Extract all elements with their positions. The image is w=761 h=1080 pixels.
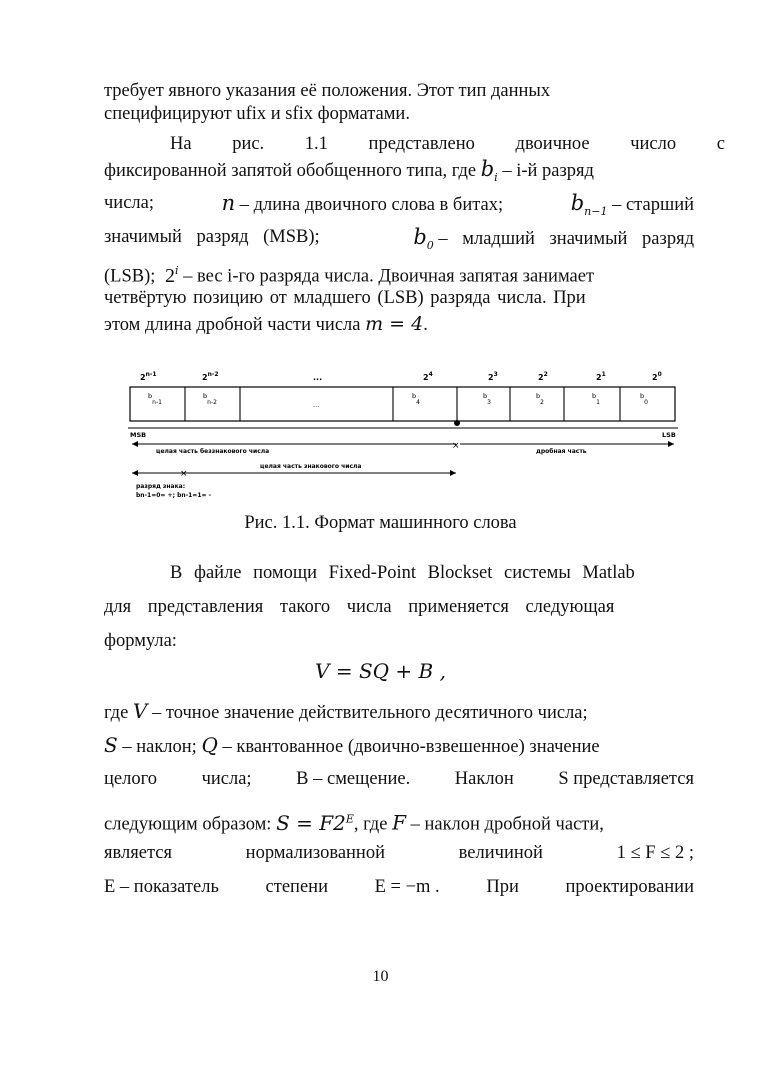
machine-word-diagram (118, 362, 688, 512)
text: следующим образом: (104, 814, 272, 835)
text-line: числа; n – длина двоичного слова в битах; $b_{n-1}$ – старший (104, 192, 694, 223)
text: – старший (612, 195, 694, 215)
sign-rule-label: bn-1=0= +; bn-1=1= - (136, 492, 212, 499)
bit-weight-label: 2$^{n-1}$ (140, 371, 157, 382)
unsigned-int-label: целая часть беззнакового числа (156, 448, 270, 455)
text-line (104, 596, 694, 618)
text: проектировании (565, 877, 694, 897)
bit-weight-label: $2^3$ (488, 371, 498, 382)
bit-weight-label: $2^1$ (596, 371, 606, 382)
text: для представления такого числа применяется следующая (104, 597, 615, 617)
text: На рис. 1.1 представлено двоичное число с (170, 134, 725, 154)
text: числа; (104, 193, 154, 213)
text: степени (265, 877, 328, 897)
text-line: специфицируют ufix и sfix форматами. (104, 104, 410, 124)
text: целого (104, 769, 157, 789)
bit-cell-label: ... (313, 401, 320, 409)
text: этом длина дробной части числа (104, 315, 361, 335)
text: является (104, 843, 172, 863)
text: – вес i-го разряда числа. Двоичная запятая занимает (183, 266, 595, 287)
text-line: (LSB); 2$^i$ – вес i-го разряда числа. Двоичная запятая занимает (104, 264, 595, 287)
text-line: этом длина дробной части числа m = 4. (104, 313, 428, 335)
svg-text:×: × (180, 469, 188, 479)
signed-int-label: целая часть знакового числа (260, 463, 362, 470)
text: – наклон; (122, 737, 197, 757)
lsb-label: LSB (662, 431, 676, 439)
text: Наклон (454, 769, 514, 789)
text: значимый разряд (MSB); (104, 227, 320, 247)
text-line: S – наклон; Q – квантованное (двоично-взвешенное) значение (104, 733, 600, 757)
text: В файле помощи Fixed-Point Blockset системы Matlab (170, 563, 635, 583)
bit-cell-label: b2 (536, 392, 544, 406)
binary-point (454, 420, 460, 426)
text-line (104, 768, 694, 790)
math: V = SQ + B , (315, 659, 446, 683)
text-line: формула: (104, 631, 177, 651)
bit-cell-label: b1 (592, 392, 600, 406)
fraction-label: дробная часть (536, 448, 587, 455)
text-line (104, 842, 694, 864)
text: – длина двоичного слова в битах; (239, 195, 504, 215)
figure-caption: Рис. 1.1. Формат машинного слова (244, 513, 517, 533)
bit-weight-label: 2$^{n-2}$ (202, 371, 219, 382)
formula (0, 660, 761, 684)
text: S представляется (558, 769, 694, 789)
bit-cell-label: b4 (412, 392, 420, 406)
text: 1 ≤ F ≤ 2 ; (616, 843, 694, 863)
text: – квантованное (двоично-взвешенное) значение (222, 737, 600, 757)
text: величиной (458, 843, 543, 863)
bit-cell-label: b0 (640, 392, 648, 406)
text-line (170, 133, 725, 155)
text: – младший значимый разряд (438, 229, 694, 249)
bit-weight-label: $2^4$ (423, 371, 433, 382)
math: m = 4 (365, 313, 424, 335)
bit-cell-label: bn-2 (203, 392, 217, 406)
text: числа; (201, 769, 252, 789)
text-line: где V – точное значение действительного десятичного числа; (104, 699, 588, 723)
bit-weight-label: ... (313, 373, 323, 382)
bit-weight-label: $2^0$ (652, 371, 662, 382)
text: E = −m . (374, 877, 440, 897)
text: , где (353, 814, 388, 835)
text: – i-й разряд (502, 161, 594, 181)
text: требует явного указания её положения. Этот тип данных (104, 81, 551, 101)
sign-bit-label: разряд знака: (136, 483, 186, 490)
text-line (170, 562, 694, 584)
text-line: значимый разряд (MSB); $b_0$ – младший значимый разряд (104, 226, 694, 257)
text: где (104, 703, 129, 723)
text: фиксированной запятой обобщенного типа, где (104, 161, 477, 181)
bit-cell-label: b3 (483, 392, 491, 406)
text: (LSB); (104, 266, 156, 287)
text-line: следующим образом: $S = F2^E$, где F – наклон дробной части, (104, 810, 604, 835)
text-line: фиксированной запятой обобщенного типа, где $b_i - i-й$ разряд (104, 157, 594, 185)
bit-cell-label: bn-1 (148, 392, 162, 406)
bit-weight-label: $2^2$ (538, 371, 548, 382)
text: E – показатель (104, 877, 219, 897)
svg-text:×: × (452, 441, 460, 451)
text-line: четвёртую позицию от младшего (LSB) разряда числа. При (104, 288, 586, 308)
msb-label: MSB (130, 431, 147, 439)
text: B – смещение. (296, 769, 411, 789)
text: – наклон дробной части, (410, 814, 604, 835)
text: нормализованной (245, 843, 385, 863)
text-line (104, 80, 694, 102)
page-number: 10 (372, 968, 389, 985)
text: При (486, 877, 519, 897)
text: – точное значение действительного десятичного числа; (152, 703, 588, 723)
text-line (104, 876, 694, 898)
